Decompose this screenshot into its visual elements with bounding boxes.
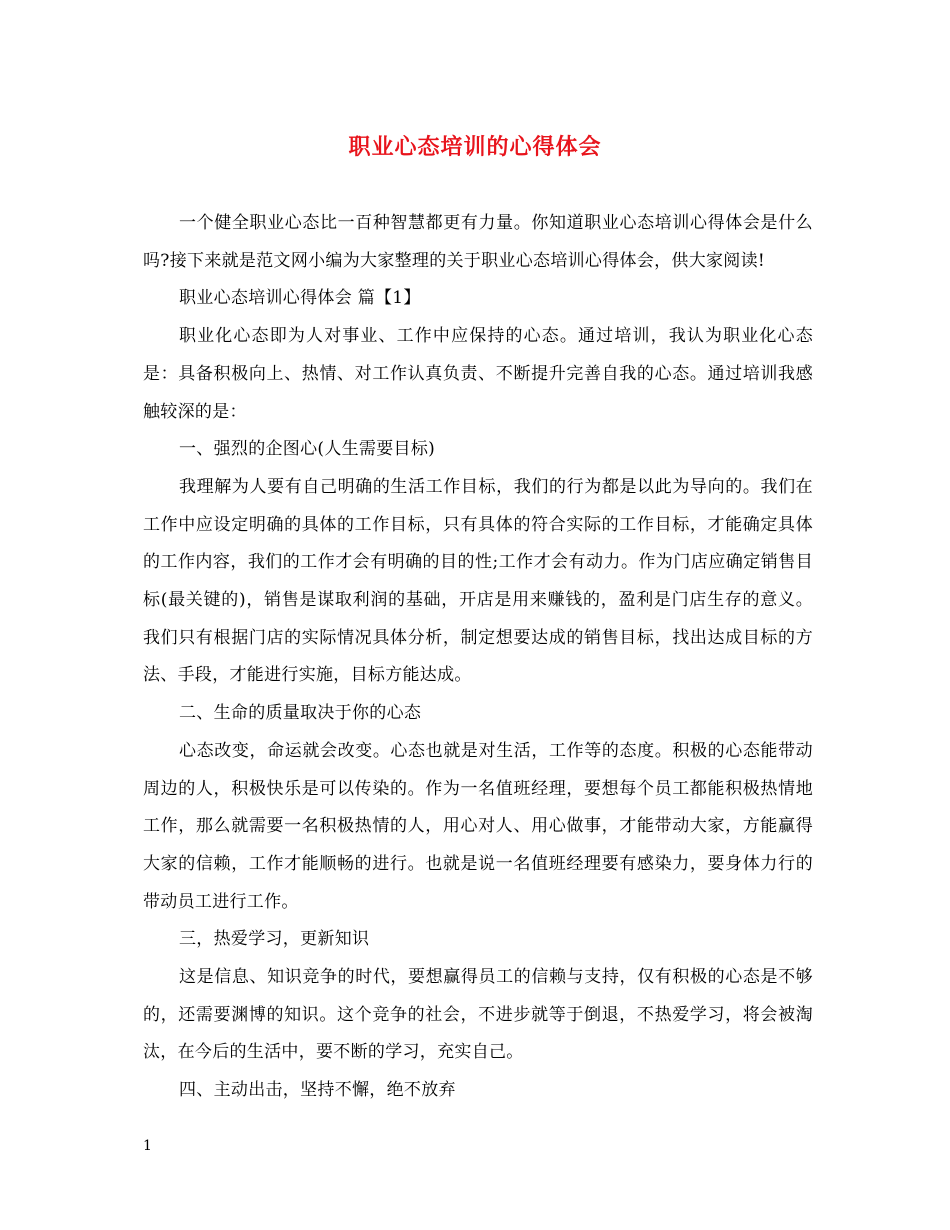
page-number: 1 (143, 1138, 152, 1154)
subheading-3: 三，热爱学习，更新知识 (179, 929, 370, 950)
body-paragraph: 心态改变，命运就会改变。心态也就是对生活，工作等的态度。积极的心态能带动周边的人，积极快乐是可以传染的。作为一名值班经理，要想每个员工都能积极热情地工作，那么就需要一名积极热情的人，用心对人、用心做事，才能带动大家，方能赢得大家的信赖，工作才能顺畅的进行。也就是说一名值班经理要有感染力，要身体力行的带动员工进行工作。 (143, 740, 813, 912)
subheading-4: 四、主动出击，坚持不懈，绝不放弃 (179, 1080, 456, 1101)
subheading-2: 二、生命的质量取决于你的心态 (179, 703, 422, 724)
body-paragraph: 这是信息、知识竞争的时代，要想赢得员工的信赖与支持，仅有积极的心态是不够的，还需要渊博的知识。这个竞争的社会，不进步就等于倒退，不热爱学习，将会被淘汰，在今后的生活中，要不断的学习，充实自己。 (143, 967, 813, 1063)
subheading-1: 一、强烈的企图心(人生需要目标) (179, 439, 436, 460)
body-paragraph: 职业化心态即为人对事业、工作中应保持的心态。通过培训，我认为职业化心态是：具备积极向上、热情、对工作认真负责、不断提升完善自我的心态。通过培训我感触较深的是： (143, 326, 813, 422)
body-paragraph: 我理解为人要有自己明确的生活工作目标，我们的行为都是以此为导向的。我们在工作中应设定明确的具体的工作目标，只有具体的符合实际的工作目标，才能确定具体的工作内容，我们的工作才会有明确的目的性;工作才会有动力。作为门店应确定销售目标(最关键的)，销售是谋取利润的基础，开店是用来赚钱的，盈利是门店生存的意义。我们只有根据门店的实际情况具体分析，制定想要达成的销售目标，找出达成目标的方法、手段，才能进行实施，目标方能达成。 (143, 476, 813, 686)
document-title: 职业心态培训的心得体会 (348, 134, 602, 160)
intro-paragraph: 一个健全职业心态比一百种智慧都更有力量。你知道职业心态培训心得体会是什么吗?接下来就是范文网小编为大家整理的关于职业心态培训心得体会，供大家阅读! (143, 213, 813, 271)
section-heading: 职业心态培训心得体会 篇【1】 (179, 288, 421, 309)
document-body (143, 205, 813, 1110)
